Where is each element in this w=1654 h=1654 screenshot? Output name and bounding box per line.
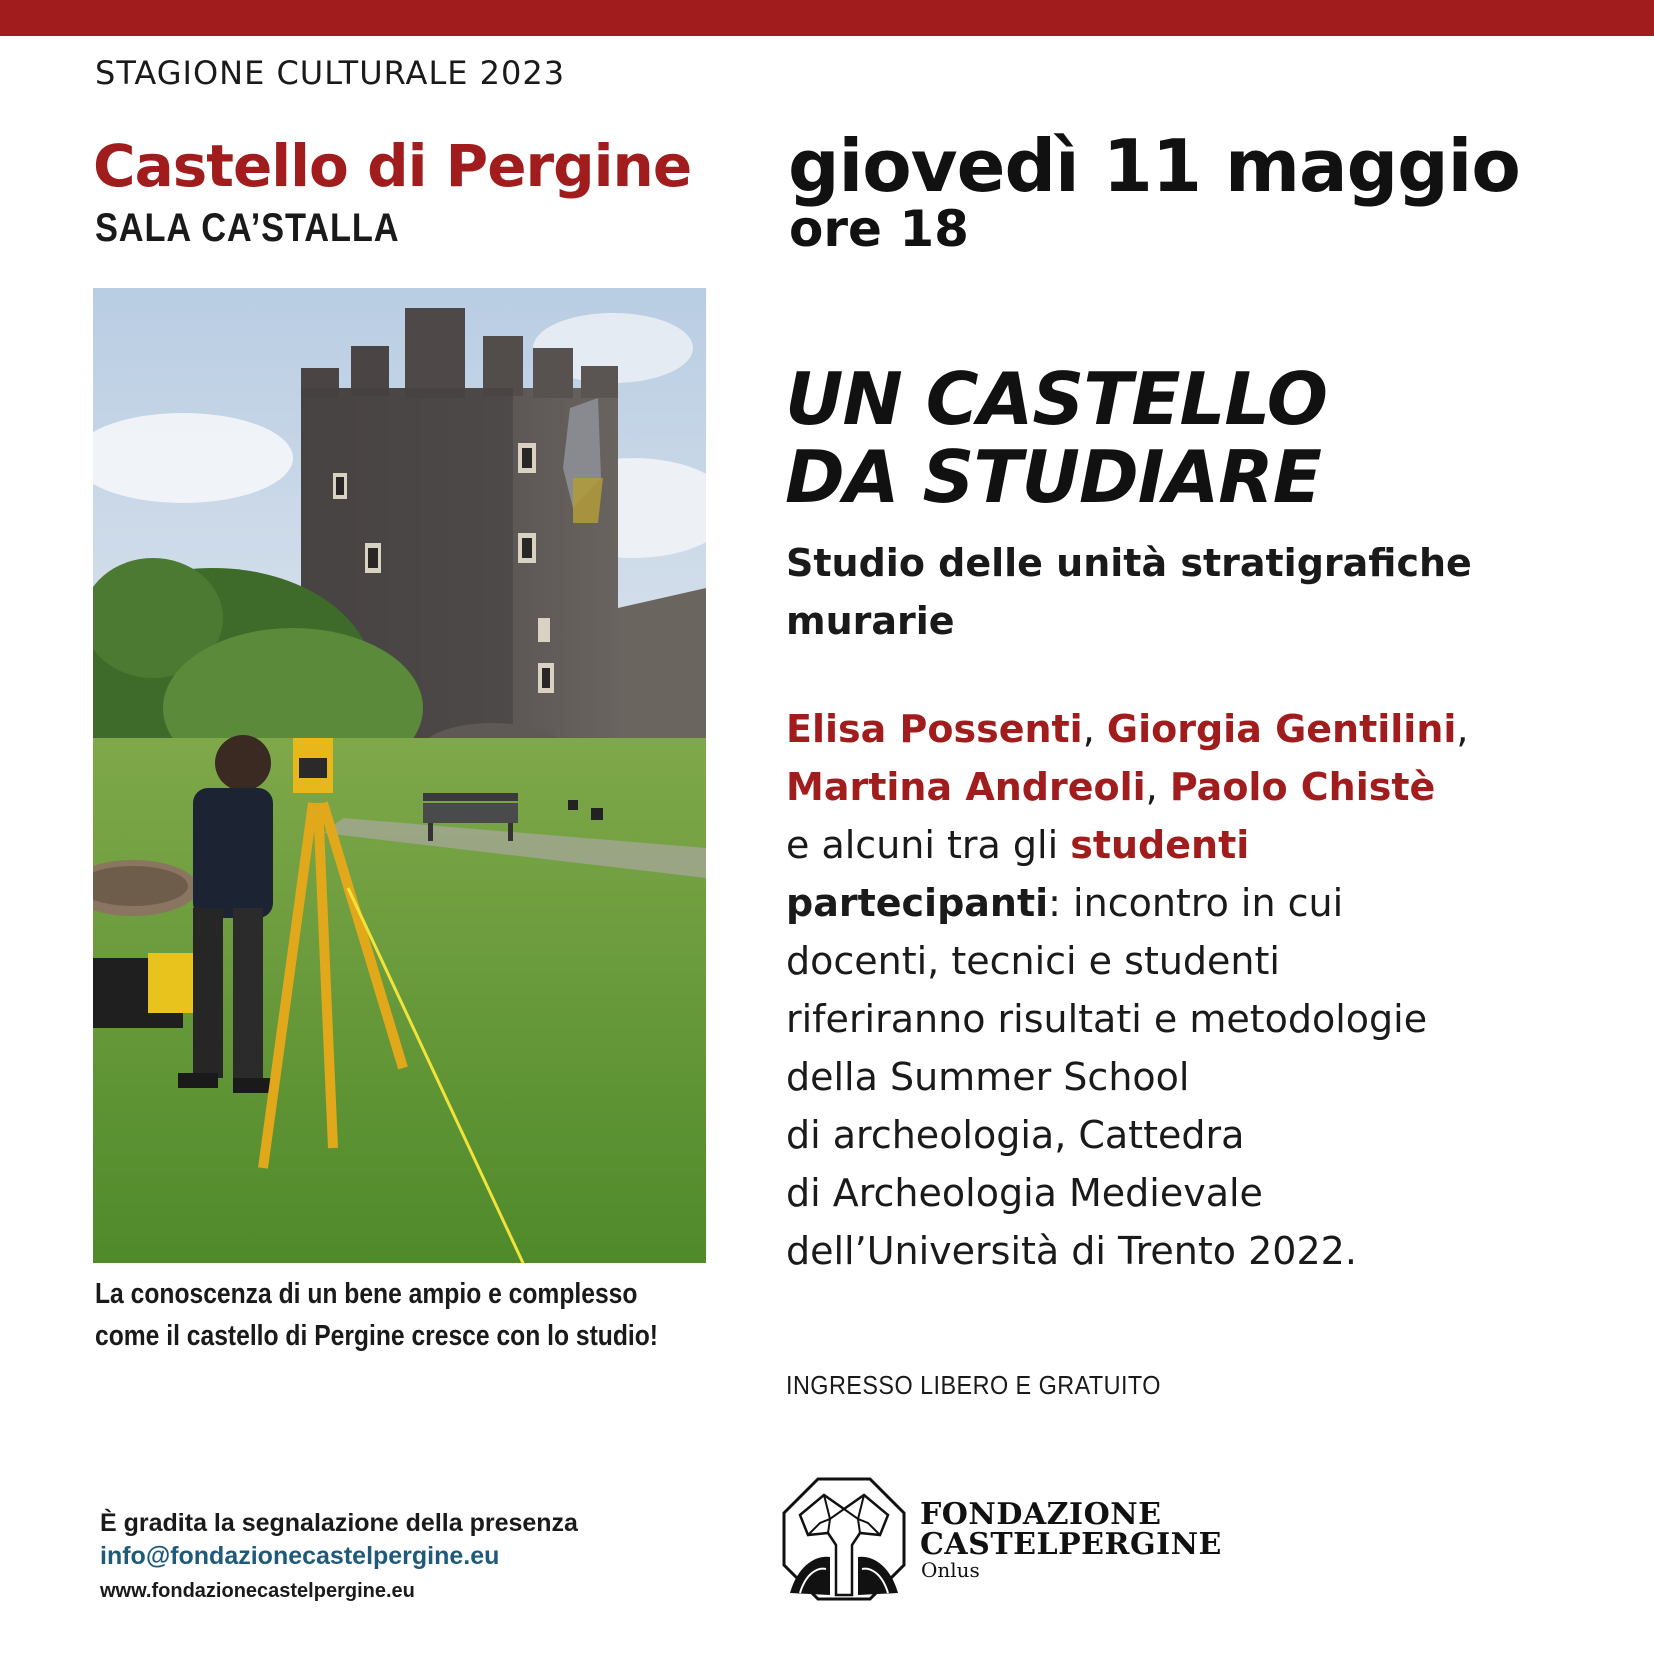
description-line-8: di archeologia, Cattedra — [786, 1113, 1245, 1157]
description-line-4: partecipanti: incontro in cui — [786, 881, 1344, 925]
speaker-name: Elisa Possenti — [786, 707, 1083, 751]
event-subtitle-line-1: Studio delle unità stratigrafiche — [786, 541, 1472, 585]
speakers-line-2 — [786, 758, 1546, 816]
foundation-name-line-2: CASTELPERGINE — [920, 1527, 1222, 1562]
speakers-line-1 — [786, 700, 1546, 758]
hall-name: SALA CA’STALLA — [95, 206, 400, 250]
attendance-request: È gradita la segnalazione della presenza — [100, 1509, 578, 1537]
season-label: STAGIONE CULTURALE 2023 — [95, 54, 566, 92]
description-line-10: dell’Università di Trento 2022. — [786, 1229, 1357, 1273]
description-line-9: di Archeologia Medievale — [786, 1171, 1263, 1215]
comma: , — [1082, 707, 1095, 751]
castle-photo-illustration — [93, 288, 706, 1263]
event-title-line-1: UN CASTELLO — [785, 357, 1327, 441]
castle-photo — [93, 288, 706, 1263]
description-line-7: della Summer School — [786, 1055, 1190, 1099]
speaker-name: Martina Andreoli — [786, 765, 1146, 809]
comma: , — [1456, 707, 1469, 751]
description-line-5: docenti, tecnici e studenti — [786, 939, 1280, 983]
comma: , — [1145, 765, 1158, 809]
students-highlight: studenti — [1070, 823, 1250, 867]
description-line-6: riferiranno risultati e metodologie — [786, 997, 1428, 1041]
caption-line-1: La conoscenza di un bene ampio e complesso — [95, 1278, 638, 1310]
event-description — [786, 700, 1546, 1280]
top-accent-bar — [0, 0, 1654, 36]
event-date: giovedì 11 maggio — [788, 124, 1520, 208]
event-time: ore 18 — [789, 200, 969, 258]
photo-caption — [95, 1273, 659, 1357]
event-title — [785, 357, 1327, 519]
description-line-3: e alcuni tra gli studenti — [786, 823, 1250, 867]
event-subtitle — [786, 534, 1506, 650]
speaker-name: Paolo Chistè — [1169, 765, 1436, 809]
participants-highlight: partecipanti — [786, 881, 1049, 925]
foundation-name-line-1: FONDAZIONE — [920, 1497, 1162, 1532]
caption-line-2: come il castello di Pergine cresce con lo studio! — [95, 1320, 659, 1352]
entry-info: INGRESSO LIBERO E GRATUITO — [786, 1370, 1161, 1400]
venue-title: Castello di Pergine — [93, 132, 692, 200]
event-subtitle-line-2: murarie — [786, 599, 955, 643]
foundation-name-line-3: Onlus — [921, 1558, 980, 1582]
website-link[interactable]: www.fondazionecastelpergine.eu — [100, 1580, 415, 1602]
contact-email-link[interactable]: info@fondazionecastelpergine.eu — [100, 1542, 500, 1570]
event-title-line-2: DA STUDIARE — [785, 435, 1321, 519]
foundation-logo-icon — [780, 1475, 908, 1603]
speaker-name: Giorgia Gentilini — [1106, 707, 1457, 751]
